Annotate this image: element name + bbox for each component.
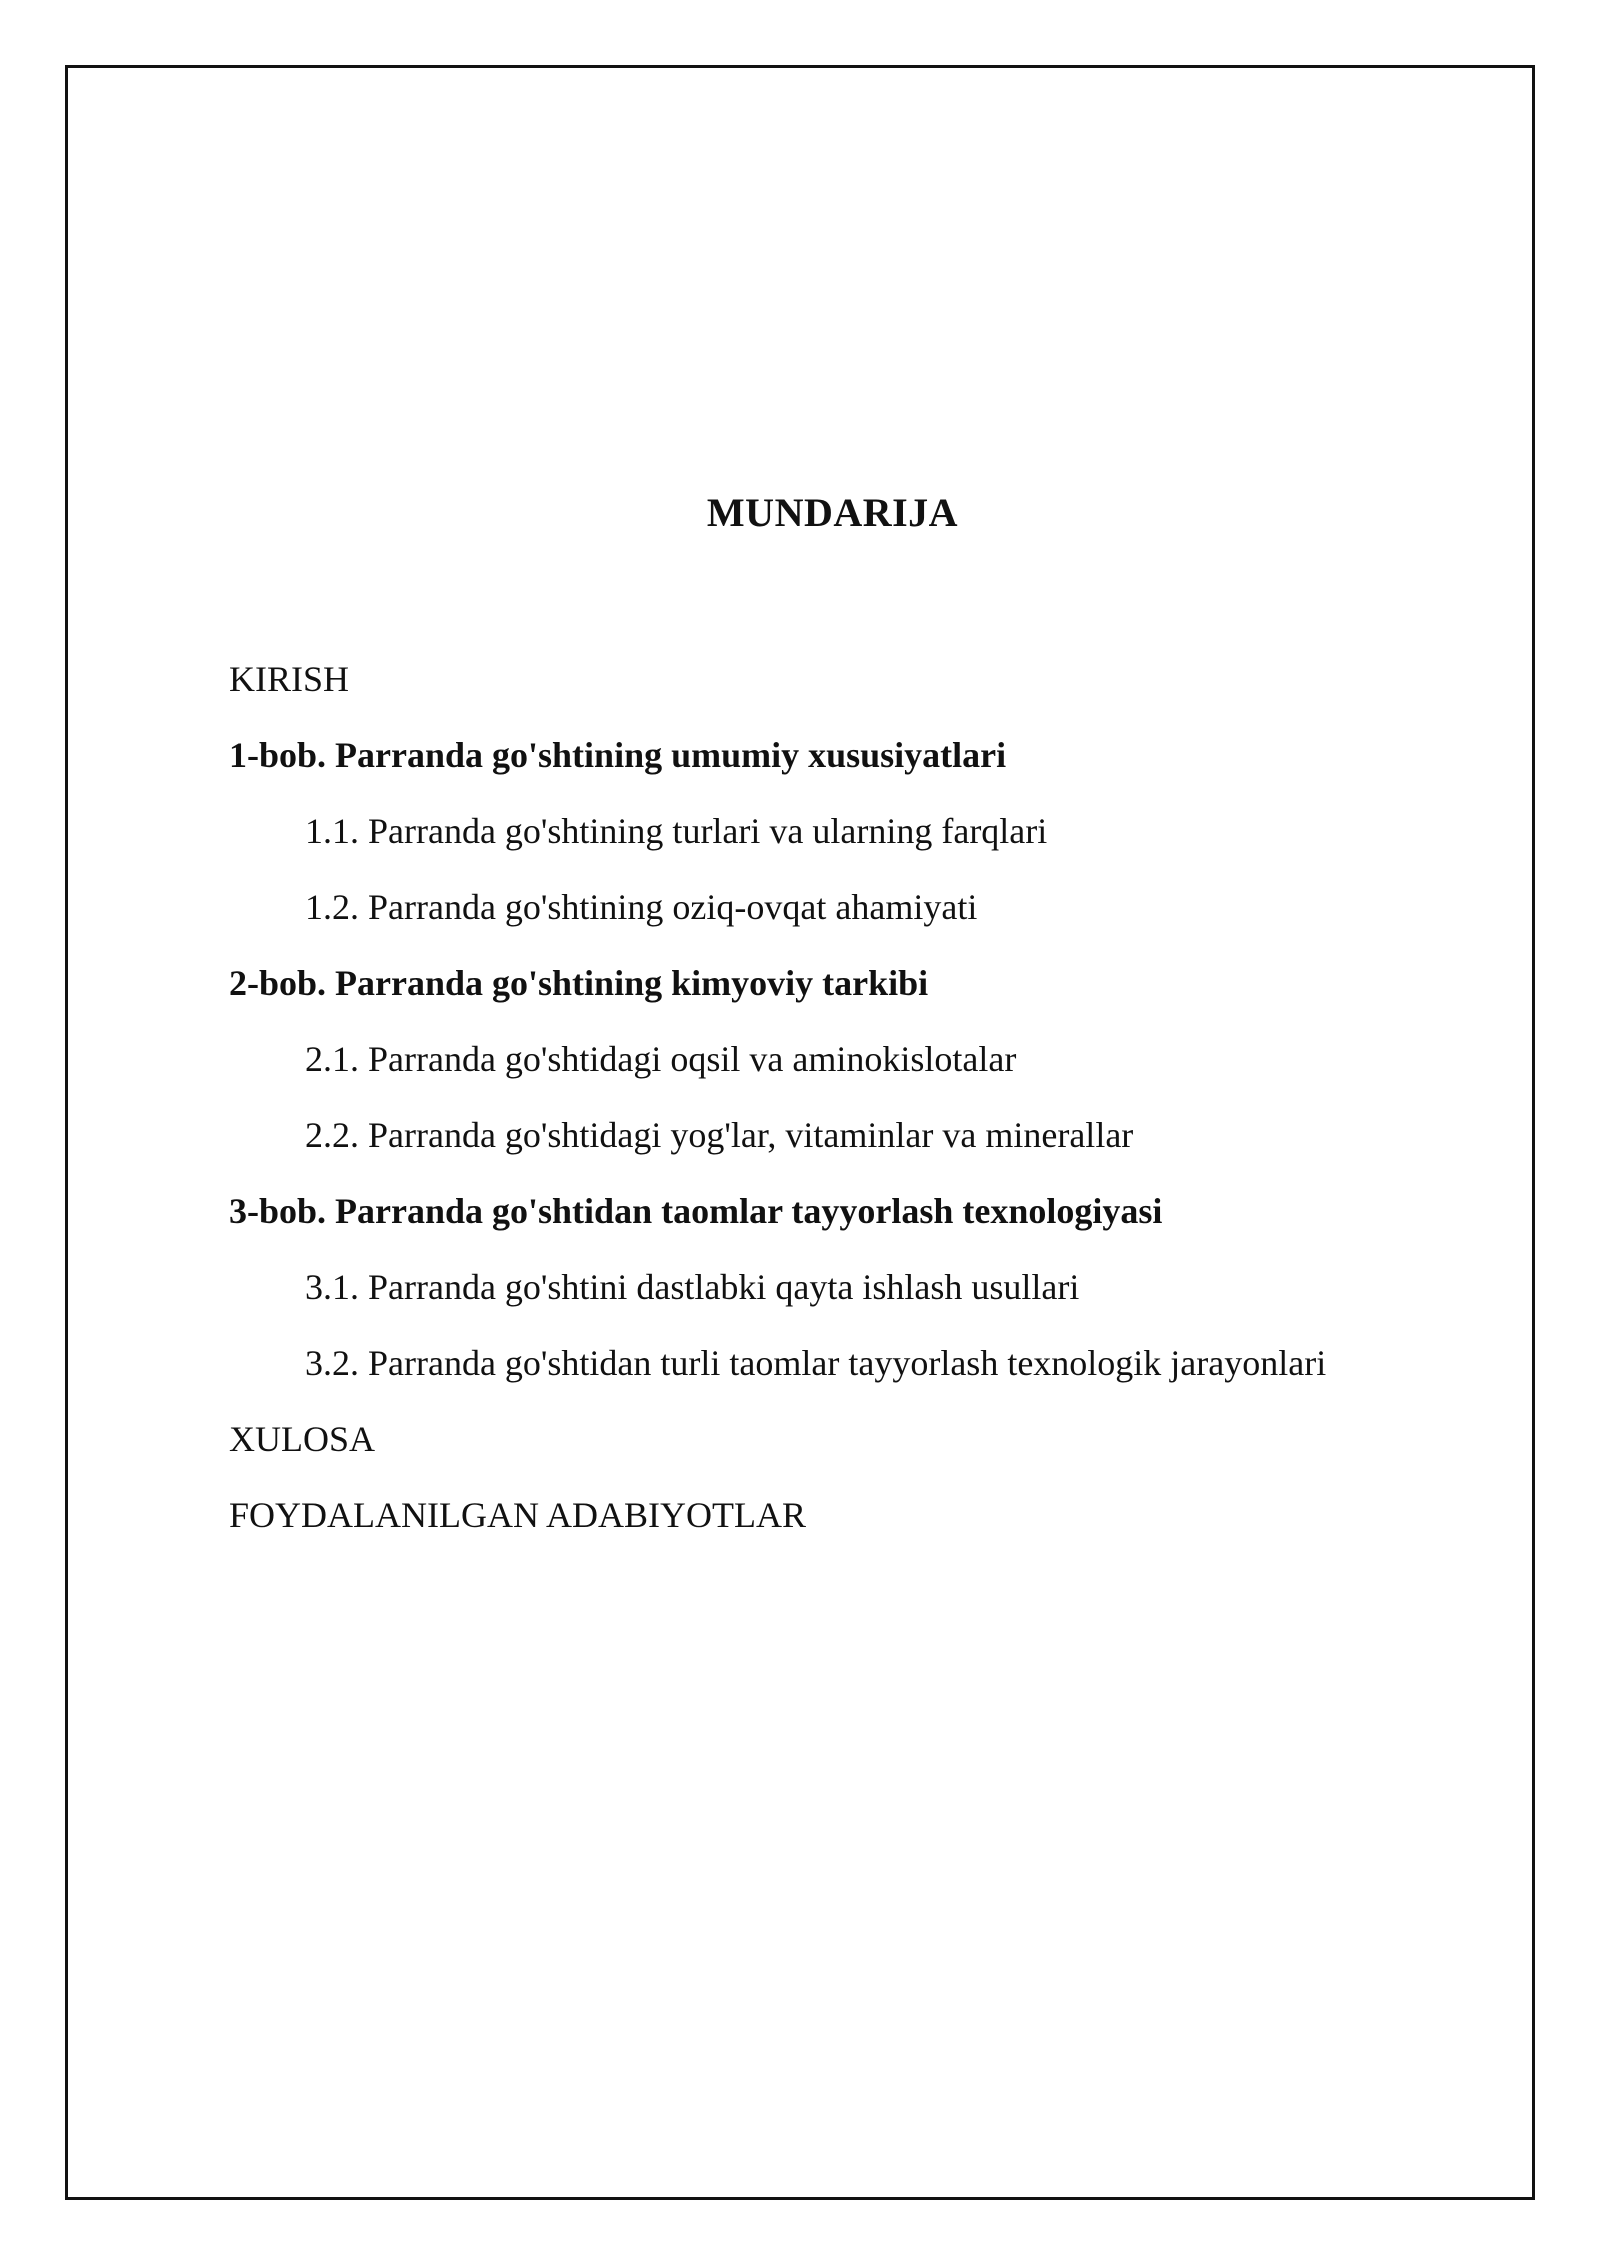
table-of-contents [229, 641, 1326, 1553]
toc-chapter-3: 3-bob. Parranda go'shtidan taomlar tayyorlash texnologiyasi [229, 1191, 1163, 1231]
toc-chapter-2: 2-bob. Parranda go'shtining kimyoviy tarkibi [229, 963, 929, 1003]
page-title: MUNDARIJA [706, 489, 959, 535]
toc-item-introduction: KIRISH [229, 659, 350, 699]
toc-section-1-2: 1.2. Parranda go'shtining oziq-ovqat ahamiyati [305, 887, 978, 927]
toc-item-references: FOYDALANILGAN ADABIYOTLAR [229, 1495, 806, 1535]
toc-section-2-2: 2.2. Parranda go'shtidagi yog'lar, vitaminlar va minerallar [305, 1115, 1134, 1155]
toc-item-conclusion: XULOSA [229, 1419, 376, 1459]
toc-chapter-1: 1-bob. Parranda go'shtining umumiy xususiyatlari [229, 735, 1007, 775]
toc-section-3-2: 3.2. Parranda go'shtidan turli taomlar tayyorlash texnologik jarayonlari [305, 1343, 1327, 1383]
toc-section-2-1: 2.1. Parranda go'shtidagi oqsil va aminokislotalar [305, 1039, 1017, 1079]
toc-section-3-1: 3.1. Parranda go'shtini dastlabki qayta ishlash usullari [305, 1267, 1080, 1307]
toc-section-1-1: 1.1. Parranda go'shtining turlari va ularning farqlari [305, 811, 1048, 851]
